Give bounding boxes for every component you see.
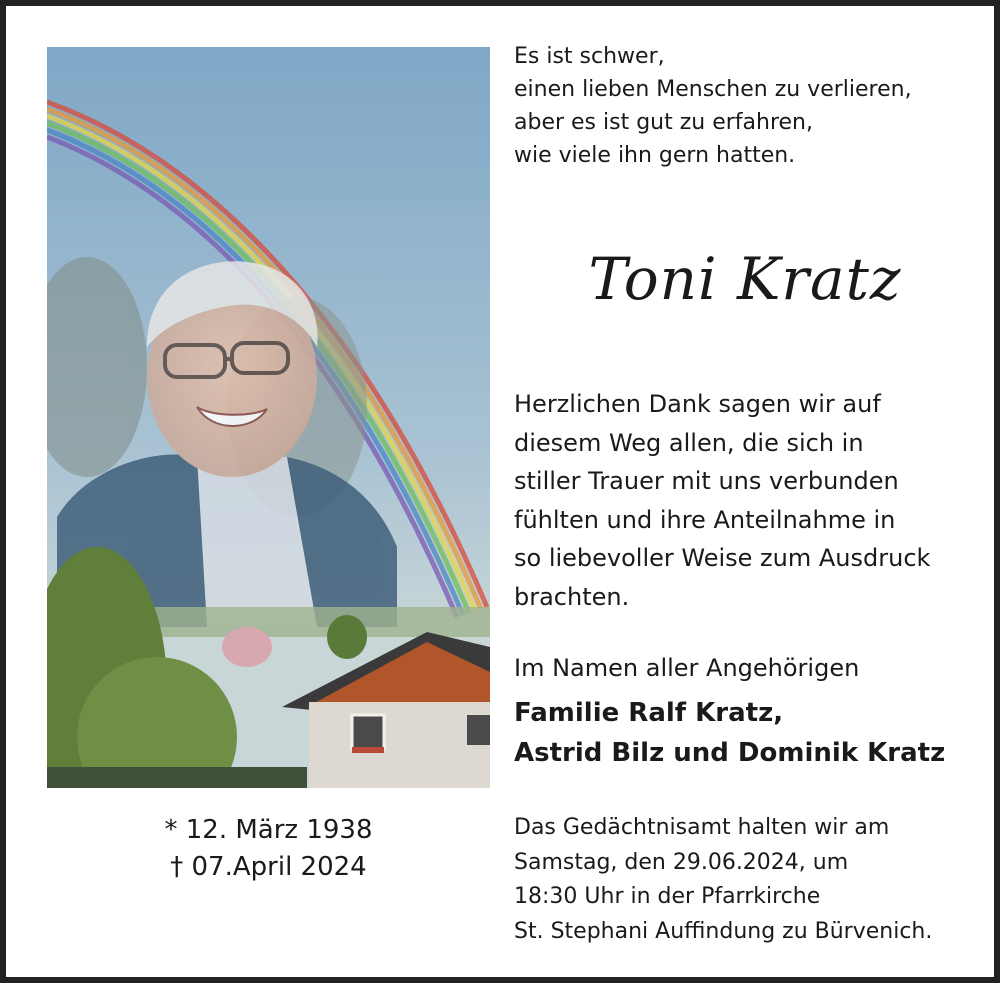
service-line: Samstag, den 29.06.2024, um (514, 849, 849, 875)
thanks-line: diesem Weg allen, die sich in (514, 428, 864, 457)
quote-line: einen lieben Menschen zu verlieren, (514, 77, 912, 102)
ground (47, 767, 307, 788)
quote-line: Es ist schwer, (514, 44, 665, 69)
quote-line: wie viele ihn gern hatten. (514, 143, 796, 168)
thanks-line: fühlten und ihre Anteilnahme in (514, 505, 896, 534)
service-line: St. Stephani Auffindung zu Bürvenich. (514, 918, 933, 944)
family-line: Familie Ralf Kratz, (514, 698, 784, 728)
thanks-line: so liebevoller Weise zum Ausdruck (514, 544, 931, 572)
thanks-line: stiller Trauer mit uns verbunden (514, 467, 899, 495)
life-dates (47, 812, 490, 886)
deceased-name: Toni Kratz (588, 245, 902, 313)
thanks-line: Herzlichen Dank sagen wir auf (514, 390, 881, 418)
memorial-quote (514, 40, 912, 172)
memorial-photo (47, 47, 490, 788)
on-behalf-label: Im Namen aller Angehörigen (514, 654, 860, 682)
thanks-message (514, 385, 930, 616)
death-date: † 07.April 2024 (170, 852, 367, 882)
birth-date: * 12. März 1938 (164, 815, 373, 845)
service-line: Das Gedächtnisamt halten wir am (514, 815, 890, 840)
family-line: Astrid Bilz und Dominik Kratz (514, 738, 946, 768)
service-line: 18:30 Uhr in der Pfarrkirche (514, 884, 821, 909)
family-names (514, 693, 945, 773)
quote-line: aber es ist gut zu erfahren, (514, 110, 813, 135)
thanks-line: brachten. (514, 582, 630, 611)
memorial-service-info (514, 811, 932, 949)
